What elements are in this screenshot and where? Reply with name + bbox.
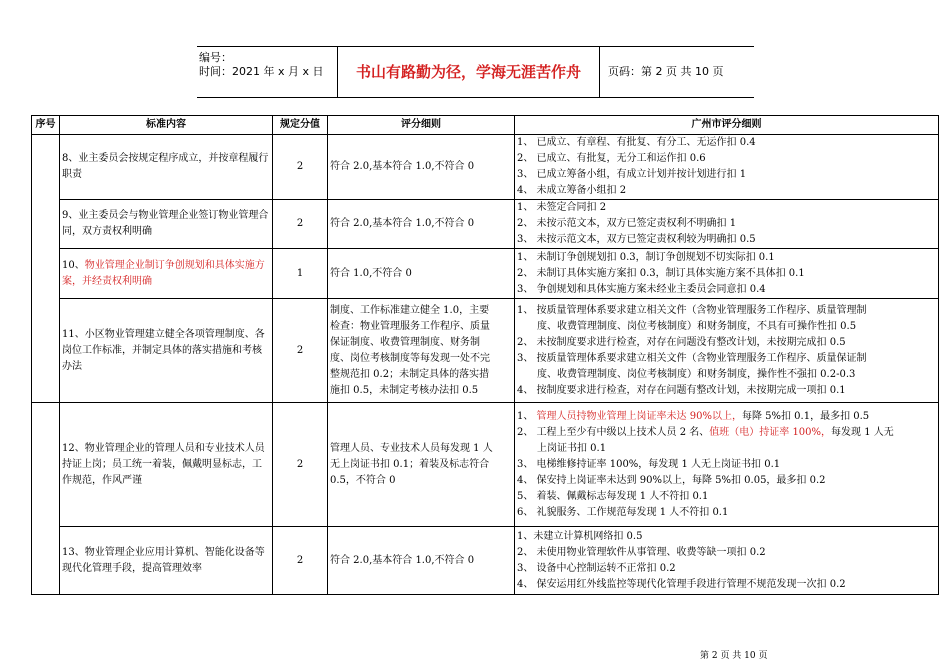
header-number: 编号： [199,51,232,64]
header-time: 时间：2021 年 x 月 x 日 [199,65,324,78]
detail-line: 3、 未按示范文本，双方已签定责权利较为明确扣 0.5 [517,234,756,245]
header-page-number: 页码：第 2 页 共 10 页 [608,65,724,78]
detail-line: 1、 未签定合同扣 2 [517,202,607,213]
standard-cell: 8、业主委员会按规定程序成立，并按章程履行职责 [60,135,273,200]
detail-prefix: 1、 [517,410,537,422]
rule-line: 无上岗证书扣 0.1；着装及标志符合 [330,458,490,470]
detail-line: 6、 礼貌服务、工作规范每发现 1 人不符扣 0.1 [517,506,729,518]
col-header-standard: 标准内容 [60,116,273,135]
score-cell: 1 [273,249,328,299]
detail-line: 度、收费管理制度、岗位考核制度）和财务制度，操作性不强扣 0.2-0.3 [537,368,856,380]
detail-line: 度、收费管理制度、岗位考核制度）和财务制度，不具有可操作性扣 0.5 [537,320,857,332]
standard-cell: 13、物业管理企业应用计算机、智能化设备等现代化管理手段，提高管理效率 [60,527,273,595]
score-cell: 2 [273,135,328,200]
rule-line: 检查：物业管理服务工作程序、质量 [330,320,490,332]
rule-line: 制度、工作标准建立健全 1.0，主要 [330,304,490,316]
table-row [32,527,939,595]
standard-cell [60,249,273,299]
detail-line: 5、 着装、佩戴标志每发现 1 人不符扣 0.1 [517,490,709,502]
col-header-rule: 评分细则 [328,116,515,135]
detail-line: 3、 设备中心控制运转不正常扣 0.2 [517,562,676,574]
rule-line: 整规范扣 0.2；未制定具体的落实措 [330,368,490,380]
guangzhou-rule-cell [515,200,939,249]
detail-highlight: 值班（电）持证率 100%， [709,426,832,438]
score-cell: 2 [273,403,328,527]
header-meta [199,51,324,79]
document-header [197,46,754,98]
col-header-seq: 序号 [32,116,60,135]
header-motto: 书山有路勤为径，学海无涯苦作舟 [355,63,581,81]
table-row [32,200,939,249]
standard-text-highlight: 物业管理企业制订争创规划和具体实施方案，并经责权利明确 [62,259,265,287]
score-cell: 2 [273,299,328,403]
guangzhou-rule-cell [515,403,939,527]
rule-cell: 符合 2.0,基本符合 1.0,不符合 0 [328,135,515,200]
detail-line: 2、 未使用物业管理软件从事管理、收费等缺一项扣 0.2 [517,546,766,558]
rule-line: 度、岗位考核制度等每发现一处不完 [330,352,490,364]
detail-line: 4、 保安持上岗证率未达到 90%以上，每降 5%扣 0.05，最多扣 0.2 [517,474,826,486]
rule-cell: 符合 2.0,基本符合 1.0,不符合 0 [328,200,515,249]
detail-line: 2、 未按制度要求进行检查，对存在问题没有整改计划，未按期完成扣 0.5 [517,336,846,348]
scoring-table [31,115,939,595]
page-footer: 第 2 页 共 10 页 [700,651,768,661]
detail-line: 1、 按质量管理体系要求建立相关文件（含物业管理服务工作程序、质量管理制 [517,304,867,316]
table-row [32,249,939,299]
detail-text: 每发现 1 人无 [831,426,894,438]
header-divider [599,47,600,97]
guangzhou-rule-cell [515,299,939,403]
table-row [32,299,939,403]
detail-line: 4、 未成立筹备小组扣 2 [517,185,627,196]
standard-cell: 12、物业管理企业的管理人员和专业技术人员持证上岗；员工统一着装，佩戴明显标志，工作规范，作风严谨 [60,403,273,527]
detail-line: 1、 已成立、有章程、有批复、有分工、无运作扣 0.4 [517,137,756,148]
detail-line: 2、 未按示范文本，双方已签定责权利不明确扣 1 [517,218,737,229]
rule-cell [328,299,515,403]
detail-line [517,409,936,425]
rule-line: 施扣 0.5，未制定考核办法扣 0.5 [330,384,479,396]
detail-line: 2、 未制订具体实施方案扣 0.3，制订具体实施方案不具体扣 0.1 [517,267,805,279]
standard-cell: 11、小区物业管理建立健全各项管理制度、各岗位工作标准，并制定具体的落实措施和考核办法 [60,299,273,403]
detail-highlight: 管理人员持物业管理上岗证率未达 90%以上， [536,410,742,422]
detail-text: 每降 5%扣 0.1，最多扣 0.5 [741,410,870,422]
score-cell: 2 [273,527,328,595]
rule-line: 保证制度、收费管理制度、财务制 [330,336,480,348]
detail-line: 2、 已成立、有批复，无分工和运作扣 0.6 [517,153,706,164]
detail-line: 3、 按质量管理体系要求建立相关文件（含物业管理服务工作程序、质量保证制 [517,352,867,364]
standard-number: 10、 [62,259,85,271]
col-header-score: 规定分值 [273,116,328,135]
col-header-guangzhou-rule: 广州市评分细则 [515,116,939,135]
seq-cell [32,135,60,403]
detail-line: 3、 争创规划和具体实施方案未经业主委员会同意扣 0.4 [517,283,766,295]
rule-cell: 符合 1.0,不符合 0 [328,249,515,299]
table-header-row [32,116,939,135]
detail-line: 上岗证书扣 0.1 [537,442,607,454]
detail-text: 2、 工程上至少有中级以上技术人员 2 名、 [517,426,710,438]
rule-cell: 符合 2.0,基本符合 1.0,不符合 0 [328,527,515,595]
rule-line: 0.5，不符合 0 [330,474,396,486]
rule-cell [328,403,515,527]
detail-line [517,425,936,441]
standard-cell: 9、业主委员会与物业管理企业签订物业管理合同，双方责权利明确 [60,200,273,249]
detail-line: 1、未建立计算机网络扣 0.5 [517,530,643,542]
detail-line: 3、 电梯维修持证率 100%，每发现 1 人无上岗证书扣 0.1 [517,458,781,470]
rule-line: 管理人员、专业技术人员每发现 1 人 [330,442,493,454]
seq-cell [32,403,60,595]
table-row [32,403,939,527]
detail-line: 4、 按制度要求进行检查，对存在问题有整改计划，未按期完成一项扣 0.1 [517,384,846,396]
guangzhou-rule-cell [515,249,939,299]
table-row [32,135,939,200]
guangzhou-rule-cell [515,135,939,200]
detail-line: 3、 已成立筹备小组，有成立计划并按计划进行扣 1 [517,169,747,180]
guangzhou-rule-cell [515,527,939,595]
score-cell: 2 [273,200,328,249]
detail-line: 1、 未制订争创规划扣 0.3，制订争创规划不切实际扣 0.1 [517,251,775,263]
detail-line: 4、 保安运用红外线监控等现代化管理手段进行管理不规范发现一次扣 0.2 [517,578,846,590]
